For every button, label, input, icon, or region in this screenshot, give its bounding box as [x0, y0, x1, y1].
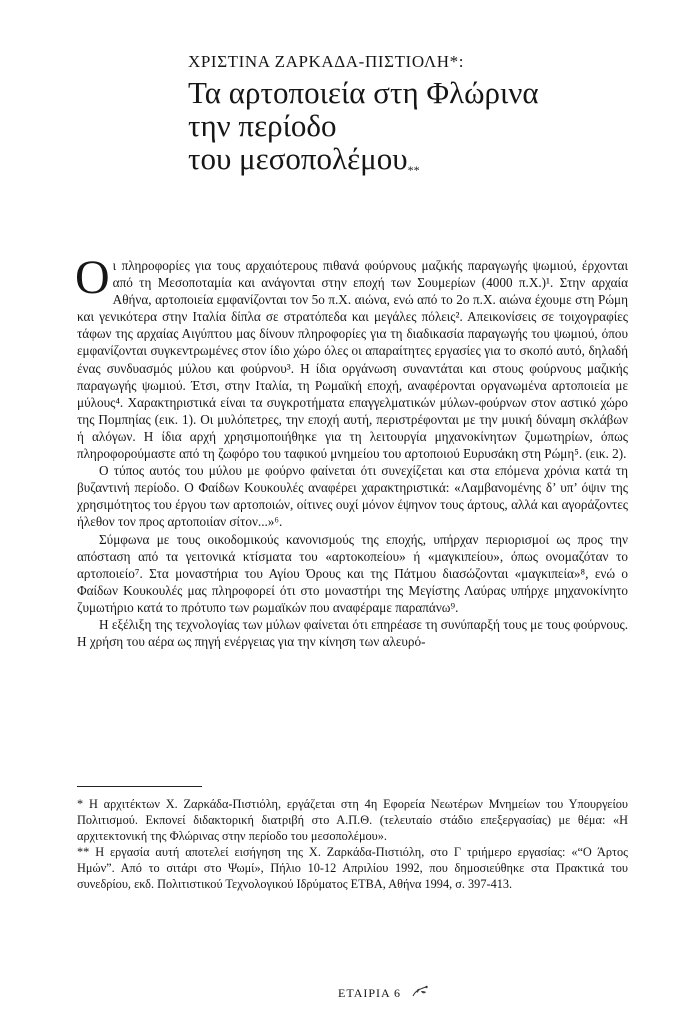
- article-title: [188, 76, 648, 175]
- article-body: [75, 251, 628, 650]
- footnotes: [77, 796, 628, 892]
- drop-cap: Ο: [75, 251, 110, 304]
- paragraph-4: Η εξέλιξη της τεχνολογίας των μύλων φαίνεται ότι επηρέασε τη συνύπαρξή τους με τους φούρνους. Η χρήση του αέρα ως πηγή ενέργειας για την κίνηση των αλευρό-: [77, 616, 628, 650]
- footnote-source: ** Η εργασία αυτή αποτελεί εισήγηση της Χ. Ζαρκάδα-Πιστιόλη, στο Γ τριήμερο εργασίας: «“Ο Άρτος Ημών”. Από το σιτάρι στο Ψωμί», Πήλιο 10-12 Απριλίου 1992, που δημοσιεύθηκε στα Πρακτικά του συνεδρίου, εκδ. Πολιτιστικού Τεχνολογικού Ιδρύματος ΕΤΒΑ, Αθήνα 1994, σ. 397-413.: [77, 845, 628, 891]
- page-footer: [338, 984, 429, 1004]
- title-line-3: του μεσοπολέμου: [188, 141, 408, 176]
- author-name: ΧΡΙΣΤΙΝΑ ΖΑΡΚΑΔΑ-ΠΙΣΤΙΟΛΗ*:: [188, 52, 465, 71]
- paragraph-1-text: ι πληροφορίες για τους αρχαιότερους πιθανά φούρνους μαζικής παραγωγής ψωμιού, έρχονται από τη Μεσοποταμία και ανάγονται στην εποχή των Σουμερίων (4000 π.Χ.)¹. Στην αρχαία Αθήνα, αρτοποιεία εμφανίζονται τον 5ο π.Χ. αιώνα, ενώ από το 2ο π.Χ. αιώνα έχουμε στη Ρώμη και γενικότερα στην Ιταλία δίπλα σε στρατόπεδα και μεγάλες πόλεις². Απεικονίσεις σε τοιχογραφίες τάφων της αρχαίας Αιγύπτου μας δίνουν πληροφορίες για τη διαδικασία παραγωγής του ψωμιού, όπου εμφανίζονται συγκεντρωμένες στον ίδιο χώρο όλες οι απαραίτητες εργασίες για το σκοπό αυτό, δηλαδή ένας συνδυασμός μύλου και φούρνου³. Η ίδια οργάνωση συναντάται και στους φούρνους μαζικής παραγωγής ψωμιού. Έτσι, στην Ιταλία, τη Ρωμαϊκή εποχή, αναφέρονται οργανωμένα αρτοποιεία με μύλους⁴. Χαρακτηριστικά είναι τα συγκροτήματα επαγγελματικών μύλων-φούρνων στον αστικό χώρο της Πομπηίας (εικ. 1). Οι μυλόπετρες, την εποχή αυτή, περιστρέφονται με την μυική δύναμη σκλάβων ή αλόγων. Η ίδια αρχή χρησιμοποιήθηκε για τη λειτουργία μηχανοκίνητων ζυμωτηρίων, όπως πληροφορούμαστε από τη ζωφόρο του ταφικού μνημείου του αρτοποιού Ευρυσάκη στη Ρώμη⁵. (εικ. 2).: [77, 258, 628, 462]
- paragraph-3: Σύμφωνα με τους οικοδομικούς κανονισμούς της εποχής, υπήρχαν περιορισμοί ως προς την απόσταση από τα γειτονικά κτίσματα του «αρτοκοπείου» ή «μαγκιπείου», όπως ονομαζόταν το αρτοποιείο⁷. Στα μοναστήρια του Αγίου Όρους και της Πάτμου διασώζονται «μαγκιπεία»⁸, ενώ ο Φαίδων Κουκουλές μας πληροφορεί ότι στο μοναστήρι της Μεγίστης Λαύρας υπήρχε μηχανοκίνητο ζυμωτήριο κατά το πρότυπο των ρωμαϊκών που αναφέραμε παραπάνω⁹.: [77, 531, 628, 615]
- title-line-1: Τα αρτοποιεία στη Φλώρινα: [188, 75, 539, 110]
- footnote-author: * Η αρχιτέκτων Χ. Ζαρκάδα-Πιστιόλη, εργάζεται στη 4η Εφορεία Νεωτέρων Μνημείων του Υπουργείου Πολιτισμού. Εκπονεί διδακτορική διατριβή στο Α.Π.Θ. (τελευταίο στάδιο επεξεργασίας) με θέμα: «Η αρχιτεκτονική της Φλώρινας στην περίοδο του μεσοπολέμου».: [77, 797, 628, 843]
- paragraph-2: Ο τύπος αυτός του μύλου με φούρνο φαίνεται ότι συνεχίζεται και στα επόμενα χρόνια κατά τη βυζαντινή περίοδο. Ο Φαίδων Κουκουλές αναφέρει χαρακτηριστικά: «Λαμβανομένης δ’ υπ’ όψιν της χρησιμότητος του έργου των αρτοποιών, οίτινες ουχί μόνον έψηνον τους άρτους, αλλά και αγοράζοντες ήλεθον τον προς αρτοποιίαν σίτον...»⁶.: [77, 463, 628, 530]
- floral-ornament-icon: [411, 984, 429, 1004]
- article-header: [188, 52, 648, 175]
- footnote-divider: [77, 786, 202, 787]
- title-footnote-marker: **: [407, 163, 420, 177]
- paragraph-1: [75, 251, 628, 462]
- footer-text: ΕΤΑΙΡΙΑ 6: [338, 985, 402, 1000]
- title-line-2: την περίοδο: [188, 108, 337, 143]
